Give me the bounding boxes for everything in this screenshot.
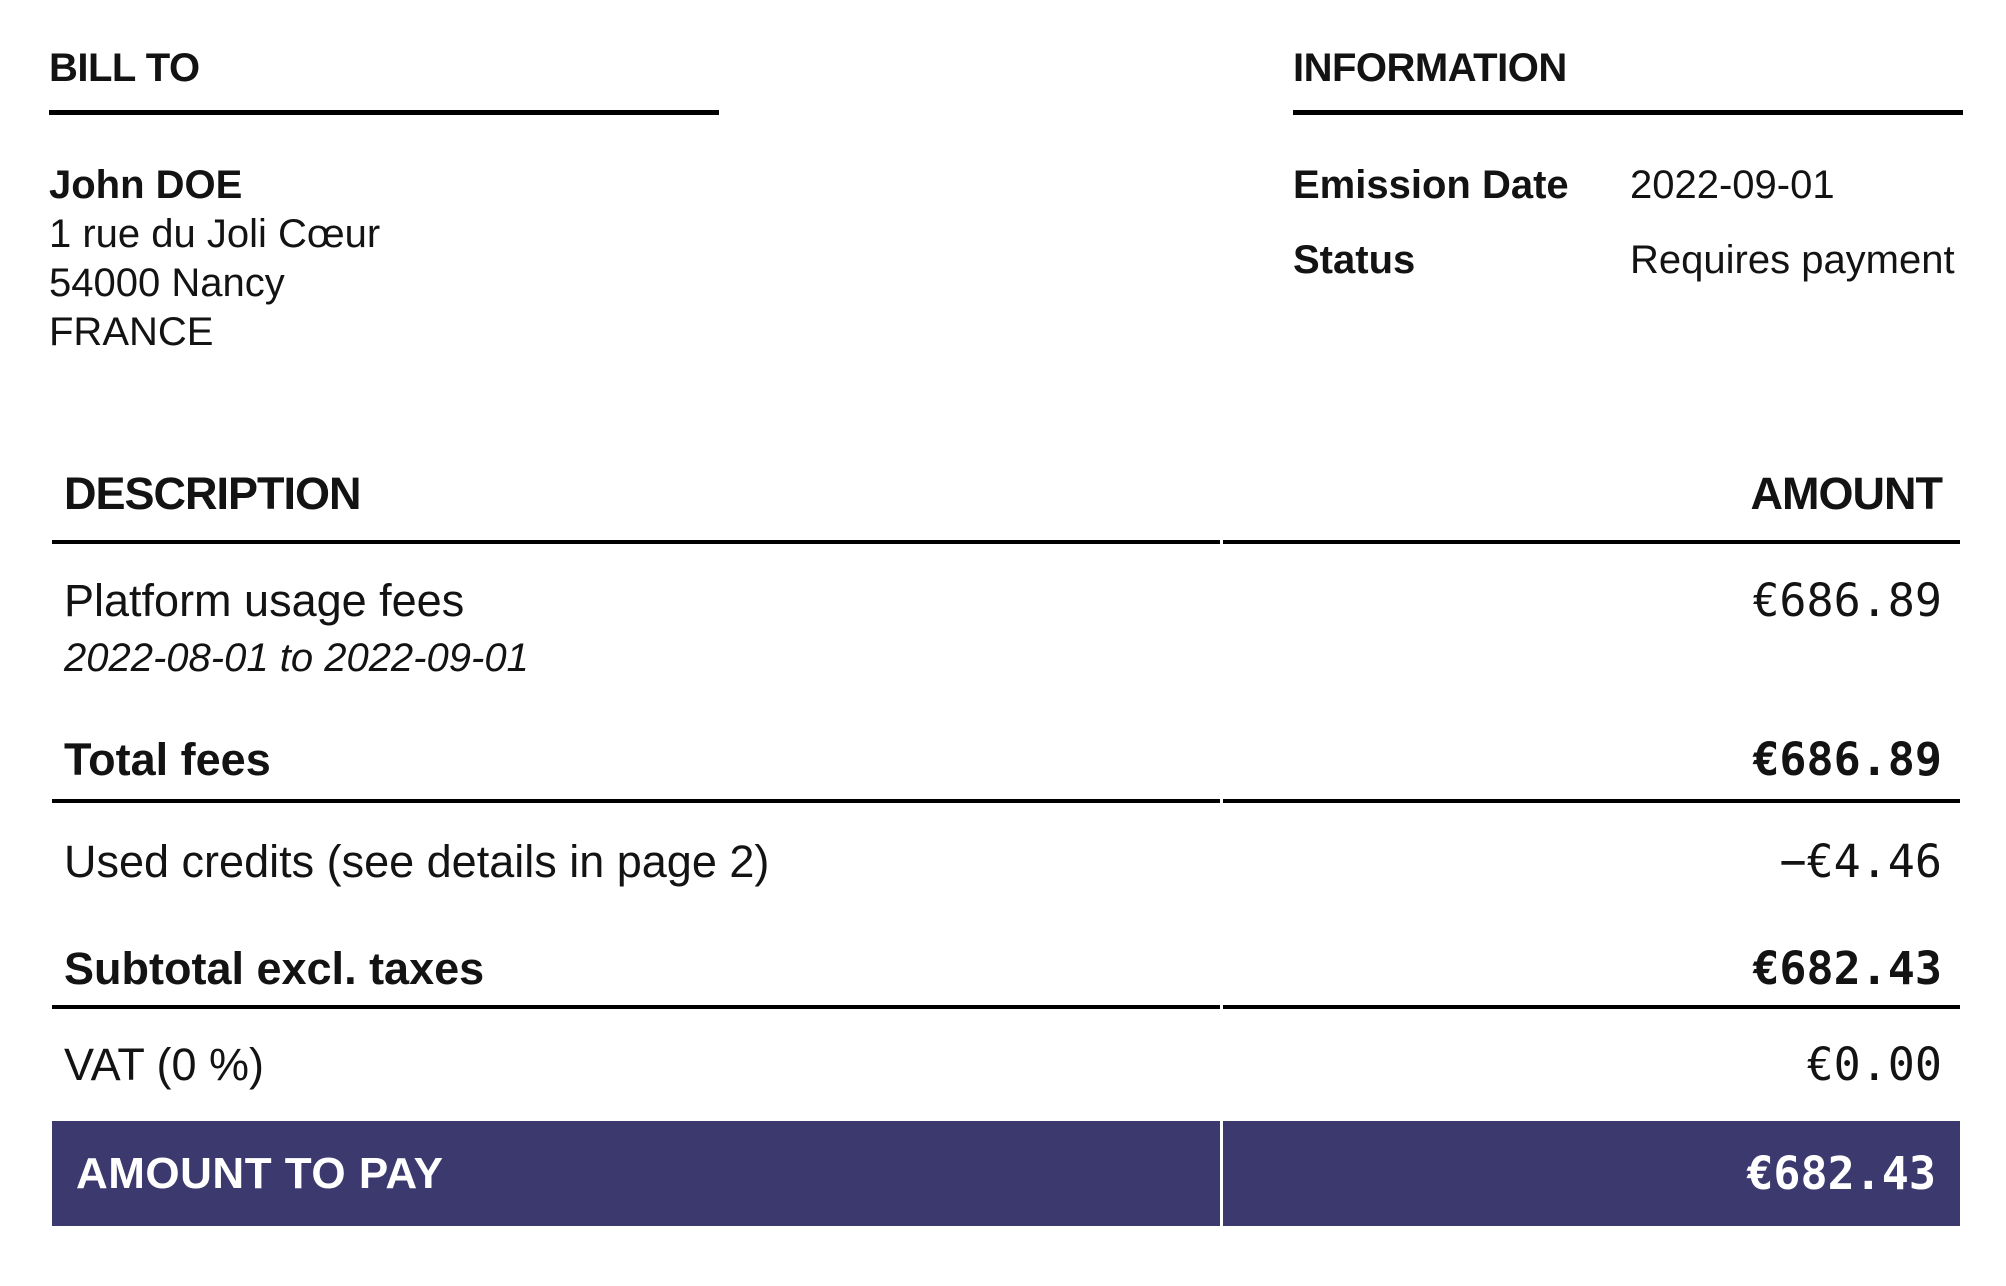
platform-usage-fees-amount: €686.89 [1752,574,1942,627]
amount-column-header: AMOUNT [1223,459,1960,544]
address-street: 1 rue du Joli Cœur [49,212,381,256]
invoice-header-section [49,48,1963,357]
table-row-vat [52,1009,1960,1121]
information-rows [1293,161,1963,285]
total-fees-amount: €686.89 [1223,683,1960,803]
subtotal-amount: €682.43 [1223,889,1960,1009]
status-label: Status [1293,238,1416,282]
used-credits-amount: −€4.46 [1779,835,1942,888]
table-row-subtotal [52,889,1960,1009]
invoice-lines-table [49,459,1963,1226]
amount-to-pay-bar [52,1121,1960,1226]
info-row-status [1293,236,1963,285]
emission-date-label: Emission Date [1293,163,1569,207]
table-row-total-fees [52,683,1960,803]
total-fees-label: Total fees [52,683,1220,803]
billing-address [49,161,719,357]
table-row-used-credits [52,803,1960,889]
table-header-row [52,459,1960,544]
address-city: 54000 Nancy [49,261,285,305]
emission-date-value: 2022-09-01 [1630,163,1835,207]
bill-to-heading: BILL TO [49,48,719,115]
platform-usage-fees-cell [52,544,1220,683]
info-row-emission-date [1293,161,1963,210]
vat-amount: €0.00 [1806,1038,1942,1091]
status-value: Requires payment [1630,238,1955,282]
subtotal-label: Subtotal excl. taxes [52,889,1220,1009]
information-block [1293,48,1963,357]
amount-to-pay-amount: €682.43 [1223,1121,1960,1226]
amount-to-pay-label: AMOUNT TO PAY [52,1121,1220,1226]
bill-to-block [49,48,719,357]
table-row-platform-usage-fees [52,544,1960,683]
description-column-header: DESCRIPTION [52,459,1220,544]
billing-period-note: 2022-08-01 to 2022-09-01 [64,636,529,680]
customer-name: John DOE [49,163,243,207]
address-country: FRANCE [49,310,214,354]
platform-usage-fees-label: Platform usage fees [64,575,465,626]
information-heading: INFORMATION [1293,48,1963,115]
vat-label: VAT (0 %) [64,1039,265,1090]
used-credits-label: Used credits (see details in page 2) [64,836,770,887]
